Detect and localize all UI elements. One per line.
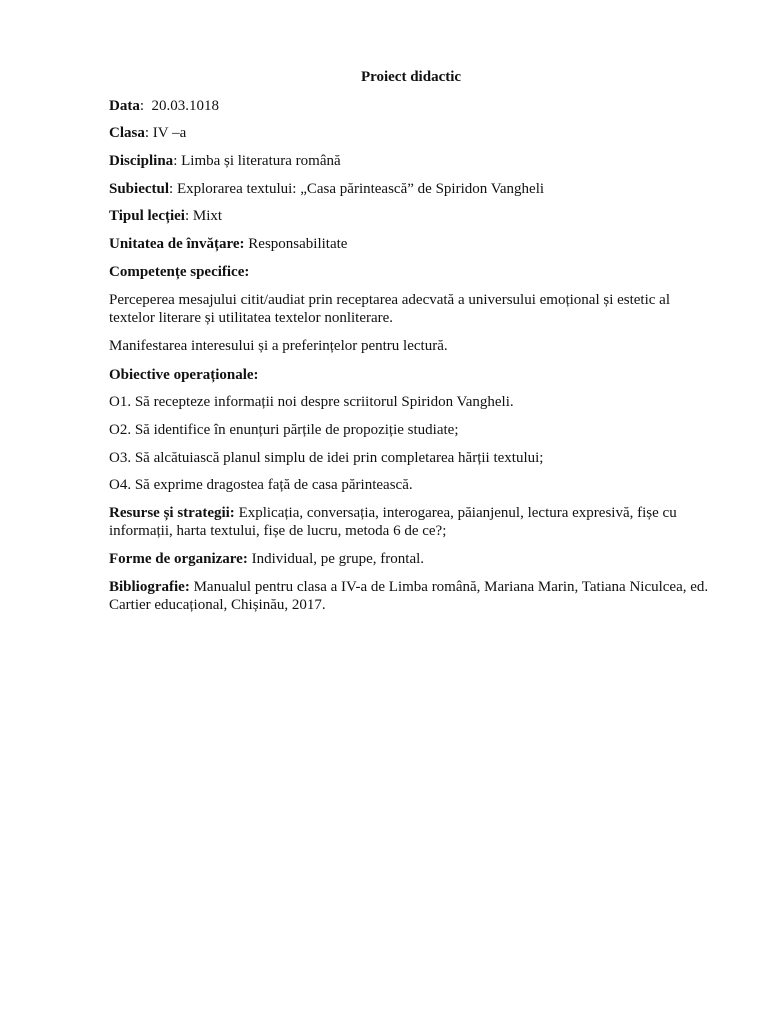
competenta-item-1: Perceperea mesajului citit/audiat prin receptarea adecvată a universului emoțional și estetic al textelor literare și utilitatea textelor nonliterare.	[109, 292, 670, 326]
obiective-heading	[109, 366, 729, 384]
document-title: Proiect didactic	[360, 69, 462, 85]
field-clasa-value: IV –a	[152, 125, 187, 141]
field-forme-value: Individual, pe grupe, frontal.	[251, 551, 425, 567]
competente-heading-text: Competențe specifice:	[109, 264, 250, 280]
field-unitatea-label: Unitatea de învățare:	[109, 236, 245, 252]
field-data-label: Data	[109, 98, 140, 114]
obiectiv-o4: O4. Să exprime dragostea față de casa părintească.	[109, 477, 413, 493]
field-data-value: 20.03.1018	[151, 98, 219, 114]
field-unitatea-value: Responsabilitate	[248, 236, 348, 252]
obiective-heading-text: Obiective operaționale:	[109, 367, 259, 383]
field-data-sep: :	[139, 98, 152, 114]
field-bibliografie-value: Manualul pentru clasa a IV-a de Limba română, Mariana Marin, Tatiana Niculcea, ed. Cartier educațional, Chișinău, 2017.	[109, 579, 709, 613]
field-disciplina-sep: :	[173, 153, 182, 169]
field-resurse-value: Explicația, conversația, interogarea, păianjenul, lectura expresivă, fișe cu informații, harta textului, fișe de lucru, metoda 6 de ce?;	[109, 505, 677, 539]
field-unitatea	[109, 235, 729, 253]
field-tipul-label: Tipul lecției	[109, 208, 185, 224]
field-tipul-lectiei	[109, 207, 729, 225]
field-tipul-sep: :	[184, 208, 193, 224]
field-subiectul-label: Subiectul	[109, 181, 170, 197]
competenta-item-2: Manifestarea interesului și a preferințelor pentru lectură.	[109, 338, 448, 354]
field-bibliografie-label: Bibliografie:	[109, 579, 190, 595]
field-tipul-value: Mixt	[192, 208, 223, 224]
field-subiectul-sep: :	[169, 181, 177, 197]
field-subiectul	[109, 180, 729, 198]
field-resurse	[109, 504, 709, 540]
field-subiectul-value: Explorarea textului: „Casa părintească” de Spiridon Vangheli	[176, 181, 545, 197]
field-clasa-label: Clasa	[109, 125, 145, 141]
field-forme	[109, 550, 729, 568]
field-forme-label: Forme de organizare:	[109, 551, 248, 567]
field-clasa	[109, 124, 729, 142]
field-data	[109, 97, 729, 115]
field-clasa-sep: :	[144, 125, 153, 141]
field-resurse-label: Resurse și strategii:	[109, 505, 235, 521]
field-bibliografie	[109, 578, 709, 614]
obiectiv-o2: O2. Să identifice în enunțuri părțile de propoziție studiate;	[109, 422, 459, 438]
field-disciplina-label: Disciplina	[109, 153, 174, 169]
obiectiv-o1: O1. Să recepteze informații noi despre scriitorul Spiridon Vangheli.	[109, 394, 514, 410]
obiectiv-o3: O3. Să alcătuiască planul simplu de idei prin completarea hărții textului;	[109, 450, 544, 466]
field-disciplina	[109, 152, 729, 170]
competente-heading	[109, 263, 729, 281]
field-disciplina-value: Limba și literatura română	[181, 153, 341, 169]
